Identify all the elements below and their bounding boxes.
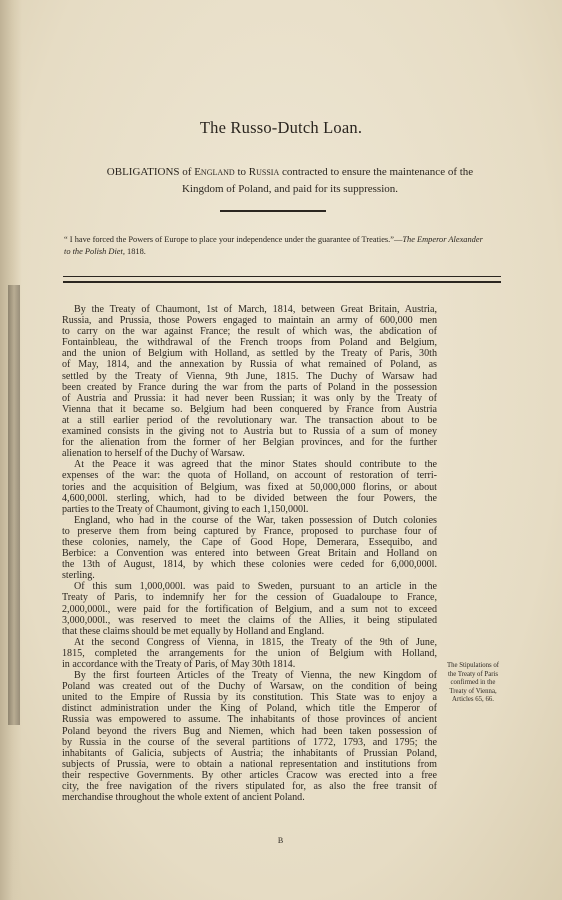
- body-line: 2,000,000l., were paid for the fortification of Belgium, and a sum not to exceed: [62, 603, 437, 615]
- epigraph-quote: “ I have forced the Powers of Europe to place your independence under the guarantee of Treaties.”—: [64, 235, 403, 244]
- body-line: for the alienation from the former of her Belgian provinces, and for the further: [62, 437, 437, 449]
- body-line: 3,000,000l., was reserved to meet the claims of the Allies, it being stipulated: [62, 614, 437, 626]
- sidenote-line: Articles 65, 66.: [452, 696, 494, 704]
- document-title: The Russo-Dutch Loan.: [199, 118, 363, 137]
- body-line: By the Treaty of Chaumont, 1st of March, 1814, between Great Britain, Austria,: [74, 304, 437, 315]
- body-line: of Austria and Prussia: it had never been Russian; it was only by the Treaty of: [62, 392, 437, 404]
- body-line: at a still earlier period of the revolutionary war. The transaction about to be: [62, 414, 437, 426]
- subtitle-to: to: [234, 166, 249, 178]
- epigraph-year: 1818.: [124, 246, 146, 256]
- body-line: parties to the Treaty of Chaumont, giving to each 1,150,000l.: [62, 503, 309, 515]
- epigraph: [64, 234, 484, 257]
- body-line: tories and the acquisition of Belgium, was fixed at 50,000,000 florins, or about: [62, 481, 437, 493]
- body-line: At the second Congress of Vienna, in 1815, the Treaty of the 9th of June,: [74, 636, 437, 648]
- body-line: city, the free navigation of the rivers stipulated for, as also the free transit of: [62, 781, 437, 793]
- margin-sidenote: [437, 662, 509, 705]
- body-line: of May, 1814, and the annexation by Russia of what remained of Poland, as: [62, 359, 437, 371]
- body-line: England, who had in the course of the War, taken possession of Dutch colonies: [74, 514, 437, 526]
- body-line: merchandise throughout the whole extent of ancient Poland.: [62, 792, 305, 804]
- subtitle-russia: Russia: [248, 166, 280, 178]
- sidenote-line: confirmed in the: [450, 679, 496, 687]
- subtitle-lead: OBLIGATIONS: [106, 166, 180, 178]
- body-line: Treaty of Paris, to indemnify her for the cession of Guadaloupe to France,: [62, 592, 437, 604]
- body-text: [62, 304, 437, 803]
- epigraph-source: The Emperor Alexander to the Polish Diet,: [64, 235, 483, 256]
- section-rule: [63, 276, 501, 283]
- document-subtitle: [90, 164, 490, 198]
- body-line: Russia, and Prussia, those Powers engaged to maintain an army of 600,000 men: [62, 315, 437, 327]
- sidenote-line: the Treaty of Paris: [447, 670, 499, 678]
- title-rule: [220, 210, 326, 212]
- body-line: been created by France during the war from the parts of Poland in the possession: [62, 381, 437, 393]
- subtitle-of: of: [179, 166, 195, 178]
- body-line: examined consists in the giving not to Austria but to Russia of a sum of money: [62, 426, 437, 438]
- body-line: these colonies, namely, the Cape of Good Hope, Demerara, Essequibo, and: [62, 536, 437, 548]
- body-line: sterling.: [62, 570, 95, 582]
- subtitle-england: England: [194, 166, 235, 178]
- body-line: At the Peace it was agreed that the minor States should contribute to the: [74, 459, 437, 471]
- body-line: Of this sum 1,000,000l. was paid to Sweden, pursuant to an article in the: [74, 581, 437, 593]
- sidenote-line: The Stipulations of: [446, 662, 500, 669]
- body-line: Vienna that it became so. Belgium had been conquered by France from Austria: [62, 403, 437, 415]
- body-line: united to the Empire of Russia by its constitution. This State was to enjoy a: [62, 692, 437, 704]
- body-line: 1815, completed the arrangements for the union of Belgium with Holland,: [62, 647, 437, 659]
- body-line: Berbice: a Convention was entered into between Great Britain and Holland on: [62, 548, 437, 560]
- body-line: that these claims should be met equally by Holland and England.: [62, 625, 325, 637]
- sidenote-line: Treaty of Vienna,: [449, 687, 497, 695]
- body-line: settled by the Treaty of Vienna, 9th June, 1815. The Duchy of Warsaw had: [62, 370, 437, 382]
- body-line: and the union of Belgium with Holland, as settled by the Treaty of Paris, 30th: [62, 348, 437, 360]
- body-line: alienation to herself of the Duchy of Warsaw.: [62, 448, 245, 460]
- body-line: Russia was empowered to assume. The inhabitants of those provinces of ancient: [62, 714, 437, 726]
- body-line: Poland beyond the rivers Bug and Niemen, which had been taken possession of: [62, 725, 437, 737]
- body-line: by Russia in the course of the several partitions of 1772, 1793, and 1795; the: [62, 736, 437, 748]
- body-line: Fontainbleau, the withdrawal of the French troops from Poland and Belgium,: [62, 337, 437, 349]
- body-line: to carry on the war against France; the result of which was, the abdication of: [62, 326, 437, 338]
- body-line: subjects of Prussia, were to obtain a national representation and institutions from: [62, 758, 437, 770]
- body-line: expenses of the war: the quota of Holland, on account of restoration of terri-: [62, 470, 437, 482]
- body-line: their respective Governments. By other articles Cracow was erected into a free: [62, 769, 437, 781]
- body-line: to preserve them from being captured by France, proposed to purchase four of: [62, 525, 437, 537]
- binding-stitch-strip: [8, 285, 20, 725]
- body-line: Poland was created out of the Duchy of Warsaw, on the condition of being: [62, 681, 437, 693]
- body-line: By the first fourteen Articles of the Treaty of Vienna, the new Kingdom of: [74, 670, 437, 682]
- body-line: in accordance with the Treaty of Paris, of May 30th 1814.: [62, 659, 296, 670]
- body-line: distinct administration under the King of Poland, which title the Emperor of: [62, 703, 437, 715]
- signature-mark: B: [277, 836, 285, 845]
- subtitle-rest: contracted to ensure the maintenance of the Kingdom of Poland, and paid for its suppression.: [181, 166, 474, 195]
- body-line: 4,600,000l. sterling, which, had to be divided between the four Powers, the: [62, 492, 437, 504]
- body-line: the 13th of August, 1814, by which these colonies were ceded for 6,000,000l.: [62, 559, 437, 571]
- body-line: inhabitants of Galicia, subjects of Austria; the inhabitants of Prussian Poland,: [62, 747, 437, 759]
